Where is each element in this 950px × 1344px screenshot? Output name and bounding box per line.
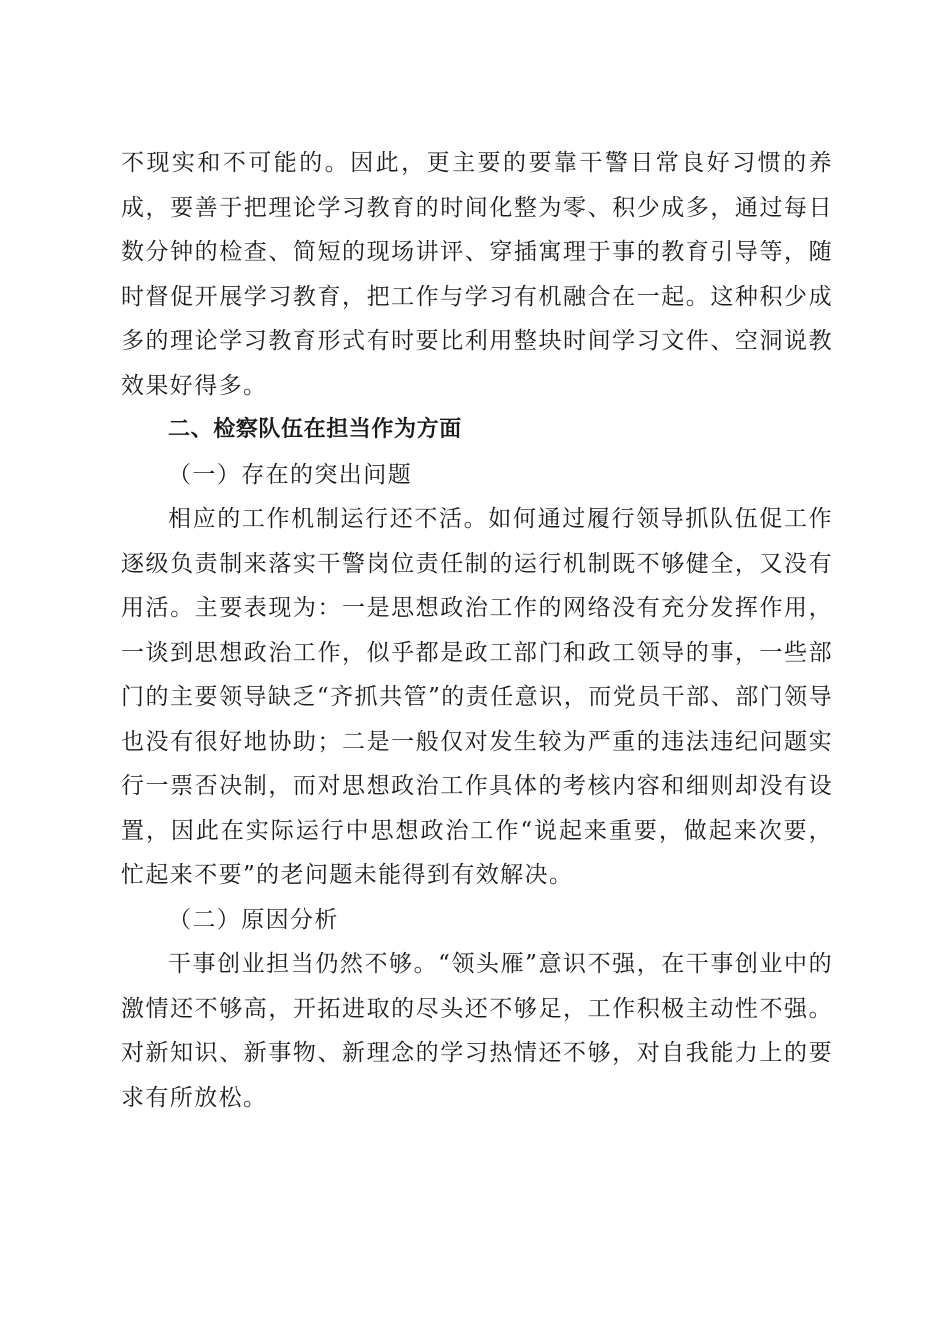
document-body [121,141,833,1120]
subsection-heading-causes: （二）原因分析 [168,906,339,933]
paragraph-continuation: 不现实和不可能的。因此，更主要的要靠干警日常良好习惯的养成，要善于把理论学习教育的时间化整为零、积少成多，通过每日数分钟的检查、简短的现场讲评、穿插寓理于事的教育引导等，随时督促开展学习教育，把工作与学习有机融合在一起。这种积少成多的理论学习教育形式有时要比利用整块时间学习文件、空洞说教效果好得多。 [121,150,833,399]
section-heading: 二、检察队伍在担当作为方面 [168,417,462,442]
subsection-heading-problems: （一）存在的突出问题 [168,461,412,488]
paragraph-problems: 相应的工作机制运行还不活。如何通过履行领导抓队伍促工作逐级负责制来落实干警岗位责任制的运行机制既不够健全，又没有用活。主要表现为：一是思想政治工作的网络没有充分发挥作用，一谈到思想政治工作，似乎都是政工部门和政工领导的事，一些部门的主要领导缺乏“齐抓共管”的责任意识，而党员干部、部门领导也没有很好地协助；二是一般仅对发生较为严重的违法违纪问题实行一票否决制，而对思想政治工作具体的考核内容和细则却没有设置，因此在实际运行中思想政治工作“说起来重要，做起来次要，忙起来不要”的老问题未能得到有效解决。 [121,506,833,888]
paragraph-causes: 干事创业担当仍然不够。“领头雁”意识不强，在干事创业中的激情还不够高，开拓进取的尽头还不够足，工作积极主动性不强。对新知识、新事物、新理念的学习热情还不够，对自我能力上的要求有所放松。 [121,951,833,1111]
